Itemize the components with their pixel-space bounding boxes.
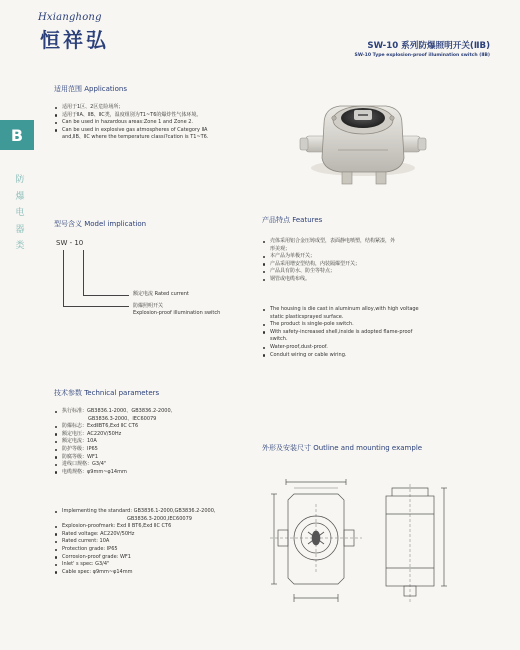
brand-logo-cn: 恒祥弘 [40, 28, 109, 52]
list-item: 电缆规格：φ9mm~φ14mm [54, 469, 264, 477]
list-item: Protection grade: IP65 [54, 546, 268, 554]
list-item: 适用于ⅡA、ⅡB、ⅡC类，温度组别为T1~T6的爆炸性气体环境。 [54, 112, 286, 120]
list-item: The product is single-pole switch. [262, 321, 472, 329]
list-item: Can be used in hazardous areas:Zone 1 and Zone 2. [54, 119, 286, 127]
product-title: SW-10 系列防爆照明开关(ⅡB) [367, 41, 490, 51]
model-heading: 型号含义 Model implication [54, 220, 147, 228]
list-item: 形美观； [270, 245, 291, 252]
model-code: SW - 10 [56, 239, 84, 247]
list-item: Rated current: 10A [54, 538, 268, 546]
technical-list-cn [54, 408, 264, 476]
model-leader-line [83, 250, 84, 296]
section-tab-b: B [0, 120, 34, 150]
list-item: 产品采用增安型结构，内装隔爆型开关； [262, 261, 472, 269]
list-item: 产品具有防水、防尘等特点； [262, 268, 472, 276]
list-item: 额定电流：10A [54, 438, 264, 446]
list-item: 防爆标志：ExdⅡBT6,Exd ⅡC CT6 [54, 423, 264, 431]
list-item: Water-proof,dust-proof. [262, 344, 472, 352]
switch-label-cn: 防爆照明开关 [133, 303, 164, 309]
list-item: Inlet' s spec: G3/4" [54, 561, 268, 569]
list-item: and,ⅡB、ⅡC where the temperature classi?cation is T1~T6. [62, 134, 209, 141]
list-item: Conduit wiring or cable wiring. [262, 352, 472, 360]
list-item: 额定电压：AC220V/50Hz [54, 431, 264, 439]
applications-heading: 适用范围 Applications [54, 85, 127, 93]
features-heading: 产品特点 Features [262, 216, 323, 224]
list-item: Cable spec: φ9mm~φ14mm [54, 569, 268, 577]
features-list-cn [262, 238, 472, 284]
technical-list-en [54, 508, 268, 576]
switch-label-en: Explosion-proof illumination switch [133, 310, 221, 316]
model-leader-line [63, 250, 64, 307]
list-item: 执行标准：GB3836.1-2000、GB3836.2-2000、 [54, 408, 264, 416]
list-item: 壳体采用铝合金压铸成型，表面静电喷塑，结构紧凑，外 [262, 238, 472, 246]
features-list-en [262, 306, 472, 359]
list-item: Explosion-proofmark: Exd Ⅱ BT6,Exd ⅡC CT6 [54, 523, 268, 531]
list-item: 进线口规格：G3/4" [54, 461, 264, 469]
list-item: GB3836.3-2000、IEC60079 [88, 415, 157, 422]
side-category-char: 爆 [15, 191, 25, 202]
side-category-label [14, 172, 26, 255]
model-leader-line [63, 306, 129, 307]
list-item: Rated voltage: AC220V/50Hz [54, 531, 268, 539]
list-item: static plasticsprayed surface. [270, 313, 344, 320]
model-leader-line [83, 295, 129, 296]
side-category-char: 器 [15, 224, 25, 235]
list-item: Can be used in explosive gas atmospheres of Category ⅡA [54, 127, 286, 135]
list-item: GB3836.3-2000,IEC60079 [127, 515, 192, 522]
list-item: The housing is die cast in aluminum alloy,with high voltage [262, 306, 472, 314]
technical-heading: 技术参数 Technical parameters [54, 389, 160, 397]
side-category-char: 电 [15, 208, 25, 218]
product-subtitle: SW-10 Type explosion-proof illumination switch (ⅡB) [354, 53, 490, 58]
rated-current-label: 额定电流 Rated current [133, 291, 189, 297]
list-item: With safety-increased shell,inside is adopted flame-proof [262, 329, 472, 337]
product-photo [298, 84, 428, 194]
brand-script-logo: Hxianghong [38, 12, 102, 23]
list-item: 防护等级：IP65 [54, 446, 264, 454]
list-item: Implementing the standard: GB3836.1-2000,GB3836.2-2000, [54, 508, 268, 516]
list-item: 适用于1区、2区危险场所； [54, 104, 286, 112]
list-item: 本产品为单极开关； [262, 253, 472, 261]
list-item: 钢管或电缆布线。 [262, 276, 472, 284]
outline-drawing [264, 474, 464, 614]
list-item: switch. [270, 336, 288, 343]
side-category-char: 防 [15, 175, 25, 185]
list-item: Corrosion-proof grade: WF1 [54, 554, 268, 562]
list-item: 防腐等级：WF1 [54, 454, 264, 462]
applications-list [54, 104, 286, 142]
outline-heading: 外形及安装尺寸 Outline and mounting example [262, 444, 423, 452]
side-category-char: 类 [15, 241, 25, 251]
